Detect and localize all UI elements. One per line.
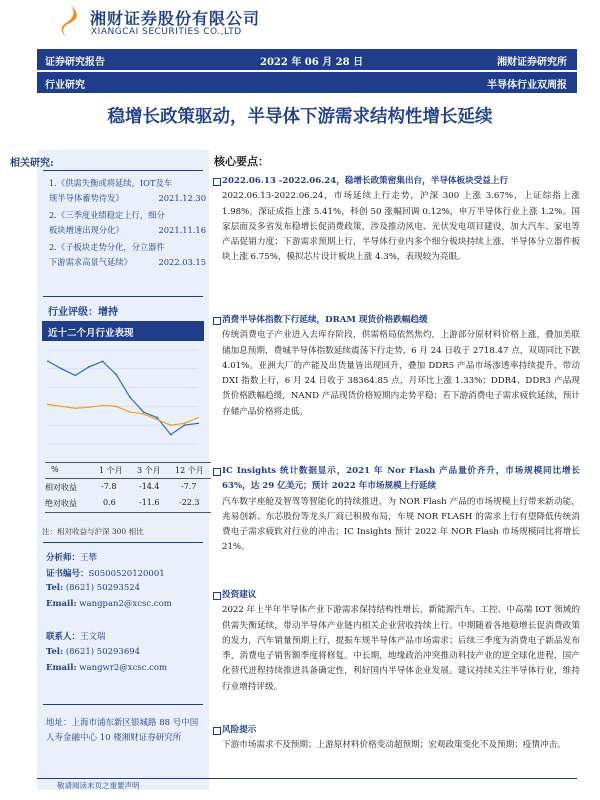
contact-email-row [46, 663, 167, 673]
analyst-tel: (8621) 50293524 [65, 583, 141, 593]
divider [43, 296, 203, 297]
table-cell: -14.4 [139, 482, 160, 491]
report-type: 证券研究报告 [45, 57, 105, 68]
related-research-list [49, 176, 209, 272]
data-point [197, 422, 199, 424]
related-research-heading: 相关研究: [10, 158, 54, 169]
performance-table [37, 462, 209, 511]
data-point [183, 422, 185, 424]
section-body: 下游市场需求不及预期；上游原材料价格变动超预期；宏观政策变化不及预期；疫情冲击。 [222, 740, 566, 751]
core-section-3 [222, 464, 580, 556]
related-item-line: 下游需求高景气延续》 [49, 257, 132, 267]
checkbox-bullet-icon [213, 317, 221, 325]
footer-divider [37, 778, 577, 779]
field-label: 联系人： [46, 632, 81, 642]
column-header: 3 个月 [137, 466, 161, 475]
industry-rating: 行业评级：增持 [48, 307, 118, 318]
related-item-line: 板块增速出现分化》 [49, 225, 124, 235]
analyst-email-row [46, 599, 172, 609]
table-cell: -7.8 [101, 482, 117, 491]
performance-line-chart [42, 344, 204, 452]
related-item-line: 1.《供需失衡或将延续，IOT及车 [49, 178, 173, 188]
data-point [115, 406, 117, 408]
section-body: 汽车数字座舱及智驾等智能化的持续推进，为 NOR Flash 产品的市场规模上行带来新动能，兆易创新、东芯股份等龙头厂商已积极布局，车规 NOR FLASH 的需求上行有望降低传统消费电子需求疲软对行业的冲击；IC Insights 预计 2022 年 NOR Flash 市场规模同比将增长 21%。 [222, 496, 580, 553]
disclaimer: 敬请阅读末页之重要声明 [57, 781, 140, 790]
report-date: 2022 年 06 月 28 日 [260, 57, 364, 68]
data-point [74, 407, 76, 409]
institute-name: 湘财证券研究所 [497, 57, 567, 68]
analyst-email-link[interactable]: wangpan2@xcsc.com [79, 599, 172, 609]
table-cell: -11.6 [139, 498, 160, 507]
checkbox-bullet-icon [213, 727, 221, 735]
performance-title: 近十二个月行业表现 [48, 328, 134, 339]
table-header-row [37, 462, 209, 478]
data-point [61, 368, 63, 370]
contact-email-link[interactable]: wangwr2@xcsc.com [79, 663, 168, 673]
data-point [156, 417, 158, 419]
table-rule [45, 512, 211, 513]
section-heading: IC Insights 统计数据显示，2021 年 Nor Flash 产品量价齐升，市场规模同比增长 63%，达 29 亿美元；预计 2022 年市场规模上行延续 [222, 466, 580, 492]
related-item-line: 2.《子板块走势分化，分立器件 [49, 242, 165, 252]
list-item[interactable] [49, 176, 209, 206]
section-body: 2022 年上半年半导体产业下游需求保持结构性增长，新能源汽车、工控、中高端 IOT 领域的供需失衡延续，带动半导体产业链内相关企业营收持续上行。中期随着各地稳增长促消费政策的发力，汽车销量预期上行，提振车规半导体产品市场需求；后续三季度为消费电子新品发布季，消费电子销售额季度将修复。中长期，地缘政治冲突推动科技产业的逆全球化进程，国产化替代进程持续推进具备确定性，利好国内半导体企业发展。建议持续关注半导体行业，维持行业增持评级。 [222, 605, 580, 692]
analyst-tel-row [46, 583, 140, 593]
table-row [37, 495, 209, 511]
logo-mark-icon [56, 4, 84, 40]
list-item[interactable] [49, 240, 209, 270]
section-heading: 风险提示 [222, 725, 257, 735]
field-label: Email: [46, 599, 77, 609]
data-point [197, 417, 199, 419]
column-header: 1 个月 [99, 466, 123, 475]
data-point [170, 424, 172, 426]
table-row [37, 479, 209, 495]
column-header: 12 个月 [175, 466, 204, 475]
divider [43, 170, 203, 171]
series-line-1 [48, 361, 198, 434]
logo-name-cn: 湘财证券股份有限公司 [90, 9, 261, 28]
data-point [47, 360, 49, 362]
related-item-line: 规半导体蓄势待发》 [49, 193, 124, 203]
related-item-date: 2022.03.15 [158, 257, 206, 267]
contact-tel: (8621) 50293694 [65, 647, 141, 657]
data-point [102, 405, 104, 407]
section-body: 2022.06.13-2022.06.24，市场延续上行走势，沪深 300 上涨 3.67%，上证综指上涨 1.98%，深证成指上涨 5.41%，科创 50 涨幅回调 0.12%，申万半导体行业上涨 1.2%。国家层面及多省发布稳增长促消费政策，涉及推动风电、光伏发电项目建设，加大汽车、家电等产品促销力度；下游需求预期上行，半导体行业内多个细分板块持续上涨，半导体分立器件板块上涨 6.75%，模拟芯片设计板块上涨 4.3%，表现较为亮眼。 [222, 191, 580, 263]
data-point [129, 396, 131, 398]
contact-name: 王文瑞 [80, 632, 106, 642]
core-points-heading: 核心要点： [214, 155, 269, 168]
performance-header [42, 321, 204, 341]
data-point [61, 406, 63, 408]
field-label: Email: [46, 663, 77, 673]
analyst-cert-row [46, 567, 165, 579]
section-body: 传统消费电子产业进入去库存阶段，供需格局依然焦灼，上游部分原材料价格上涨，叠加美联储加息预期，费城半导体指数延续震荡下行走势，6 月 24 日收于 2718.47 点，双周同比下跌 4.01%。亚洲大厂的产能及出货量皆出现回升，叠加 DDR5 产品市场渗透率持续提升，带动 DXI 指数上行，6 月 24 日收于 38364.85 点，月环比上涨 1.33%；DDR4、DDR3 产品现货价格跌幅趋缓，NAND 产品现货价格短期内走势平稳；若下游消费电子需求疲软延续，预计存储产品价格将走低。 [222, 330, 580, 417]
header-band-1 [37, 49, 577, 70]
field-label: 分析师： [46, 553, 81, 563]
data-point [170, 434, 172, 436]
checkbox-bullet-icon [213, 592, 221, 600]
data-point [88, 406, 90, 408]
analyst-cert: S0500520120001 [88, 569, 165, 579]
contact-tel-row [46, 647, 140, 657]
address: 地址：上海市浦东新区银城路 88 号中国人寿金融中心 10 楼湘财证券研究所 [46, 718, 199, 743]
field-label: 证书编号： [46, 569, 89, 579]
data-point [115, 374, 117, 376]
company-logo [56, 4, 286, 40]
data-point [143, 411, 145, 413]
data-point [183, 424, 185, 426]
data-point [74, 374, 76, 376]
core-section-1 [222, 174, 580, 266]
divider [43, 704, 203, 705]
section-heading: 2022.06.13 -2022.06.24，稳增长政策密集出台，半导体板块受益上行 [222, 176, 509, 186]
table-cell: -22.3 [179, 498, 200, 507]
row-label: 绝对收益 [45, 499, 77, 508]
series-line-2 [48, 405, 198, 426]
data-point [47, 404, 49, 406]
contact-name-row [46, 630, 106, 642]
related-item-line: 2.《三季度业绩稳定上行，细分 [49, 210, 165, 220]
report-category: 行业研究 [45, 80, 85, 91]
core-section-4 [222, 588, 580, 695]
row-label: 相对收益 [45, 483, 77, 492]
analyst-name-row [46, 551, 97, 563]
data-point [102, 360, 104, 362]
data-point [88, 366, 90, 368]
table-note: 注：相对收益与沪深 300 相比 [42, 527, 144, 536]
related-item-date: 2021.11.16 [158, 225, 206, 235]
field-label: Tel: [46, 583, 64, 593]
section-heading: 投资建议 [222, 590, 257, 600]
checkbox-bullet-icon [213, 178, 221, 186]
data-point [156, 419, 158, 421]
table-cell: 0.6 [103, 498, 116, 507]
section-heading: 消费半导体指数下行延续，DRAM 现货价格跌幅趋缓 [222, 315, 428, 325]
checkbox-bullet-icon [213, 468, 221, 476]
core-section-5 [222, 723, 580, 754]
logo-name-en: XIANGCAI SECURITIES CO.,LTD [91, 27, 242, 37]
analyst-name: 王攀 [80, 553, 98, 563]
column-header: % [51, 465, 59, 474]
field-label: Tel: [46, 647, 64, 657]
header-band-2 [37, 72, 577, 93]
table-cell: -7.7 [181, 482, 197, 491]
data-point [129, 411, 131, 413]
report-series: 半导体行业双周报 [487, 80, 567, 91]
core-section-2 [222, 313, 580, 420]
page-title: 稳增长政策驱动，半导体下游需求结构性增长延续 [107, 107, 493, 127]
data-point [143, 413, 145, 415]
list-item[interactable] [49, 208, 209, 238]
divider [43, 542, 203, 543]
related-item-date: 2021.12.30 [158, 193, 206, 203]
